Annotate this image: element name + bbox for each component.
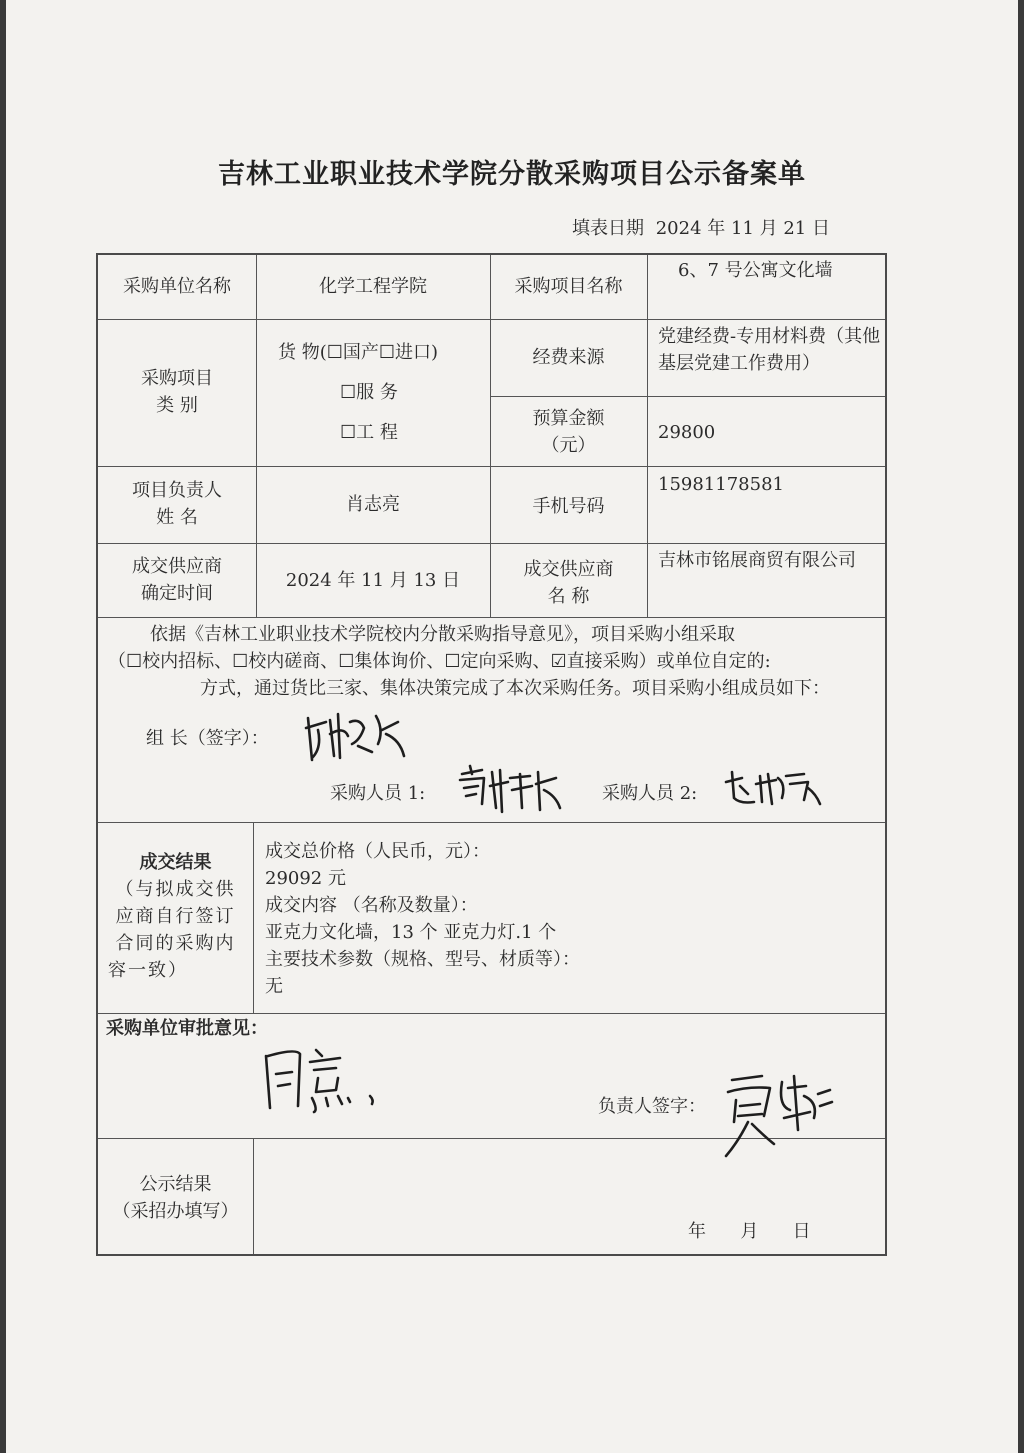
publicity-label-2: （采招办填写）	[112, 1201, 239, 1222]
leader-signature	[300, 700, 412, 768]
unit-name-value: 化学工程学院	[319, 276, 427, 297]
leader-value: 肖志亮	[346, 494, 400, 515]
deal-time-label-1: 成交供应商	[132, 556, 222, 577]
unit-name-label: 采购单位名称	[123, 276, 231, 297]
category-goods: 货 物(☐国产☐进口)	[278, 342, 439, 363]
fund-source-label: 经费来源	[532, 347, 605, 368]
fill-date	[572, 214, 836, 240]
supplier-label-1: 成交供应商	[523, 559, 614, 580]
category-label-2: 类 别	[156, 395, 198, 416]
basis-line-3: 方式，通过货比三家、集体决策完成了本次采购任务。项目采购小组成员如下：	[200, 678, 830, 699]
approval-label: 采购单位审批意见：	[106, 1018, 268, 1039]
basis-line-2: （☐校内招标、☐校内磋商、☐集体询价、☐定向采购、☑直接采购）或单位自定的:	[108, 651, 771, 672]
price-label: 成交总价格（人民币，元）：	[265, 841, 490, 862]
deal-time-label-2: 确定时间	[141, 583, 213, 604]
category-label-1: 采购项目	[141, 368, 213, 389]
group-leader-label: 组 长（签字）：	[146, 728, 269, 749]
budget-value: 29800	[658, 422, 716, 443]
phone-label: 手机号码	[532, 496, 605, 517]
leader-label-2: 姓 名	[156, 507, 198, 528]
project-name-label: 采购项目名称	[514, 276, 623, 297]
result-label-4: 合同的采购内	[115, 933, 236, 954]
head-signature	[718, 1066, 838, 1162]
basis-line-1: 依据《吉林工业职业技术学院校内分散采购指导意见》，项目采购小组采取	[150, 624, 735, 645]
budget-label-1: 预算金额	[532, 408, 605, 429]
buyer-2-signature	[720, 764, 824, 812]
opinion-handwriting	[256, 1040, 386, 1116]
category-works: ☐工 程	[340, 422, 398, 443]
content-label: 成交内容 （名称及数量）：	[265, 895, 478, 916]
content-value: 亚克力文化墙，13 个 亚克力灯.1 个	[265, 922, 557, 943]
category-service: ☐服 务	[340, 382, 398, 403]
fill-date-value: 2024 年 11 月 21 日	[655, 218, 830, 239]
result-label-2: （与拟成交供	[115, 879, 236, 900]
buyer-2-label: 采购人员 2:	[602, 783, 698, 804]
publicity-label-1: 公示结果	[139, 1174, 212, 1195]
result-label-3: 应商自行签订	[115, 906, 236, 927]
fill-date-label: 填表日期	[572, 218, 644, 239]
leader-label-1: 项目负责人	[132, 480, 222, 501]
price-value: 29092 元	[265, 868, 346, 889]
result-label-1: 成交结果	[139, 852, 212, 873]
deal-time-value: 2024 年 11 月 13 日	[285, 570, 461, 591]
project-name-value: 6、7 号公寓文化墙	[678, 260, 833, 281]
publicity-date: 年 月 日	[688, 1221, 811, 1242]
fund-source-value: 党建经费-专用材料费（其他基层党建工作费用）	[658, 326, 881, 374]
phone-value: 15981178581	[658, 474, 784, 495]
spec-label: 主要技术参数（规格、型号、材质等）：	[265, 949, 580, 970]
spec-value: 无	[265, 976, 283, 997]
buyer-1-signature	[452, 760, 564, 818]
supplier-value: 吉林市铭展商贸有限公司	[658, 550, 856, 571]
result-label-5: 容一致）	[108, 960, 188, 981]
form-title: 吉林工业职业技术学院分散采购项目公示备案单	[218, 159, 806, 190]
supplier-label-2: 名 称	[547, 586, 590, 607]
approval-signer-label: 负责人签字：	[598, 1096, 706, 1117]
budget-label-2: （元）	[541, 435, 596, 456]
buyer-1-label: 采购人员 1:	[330, 783, 426, 804]
